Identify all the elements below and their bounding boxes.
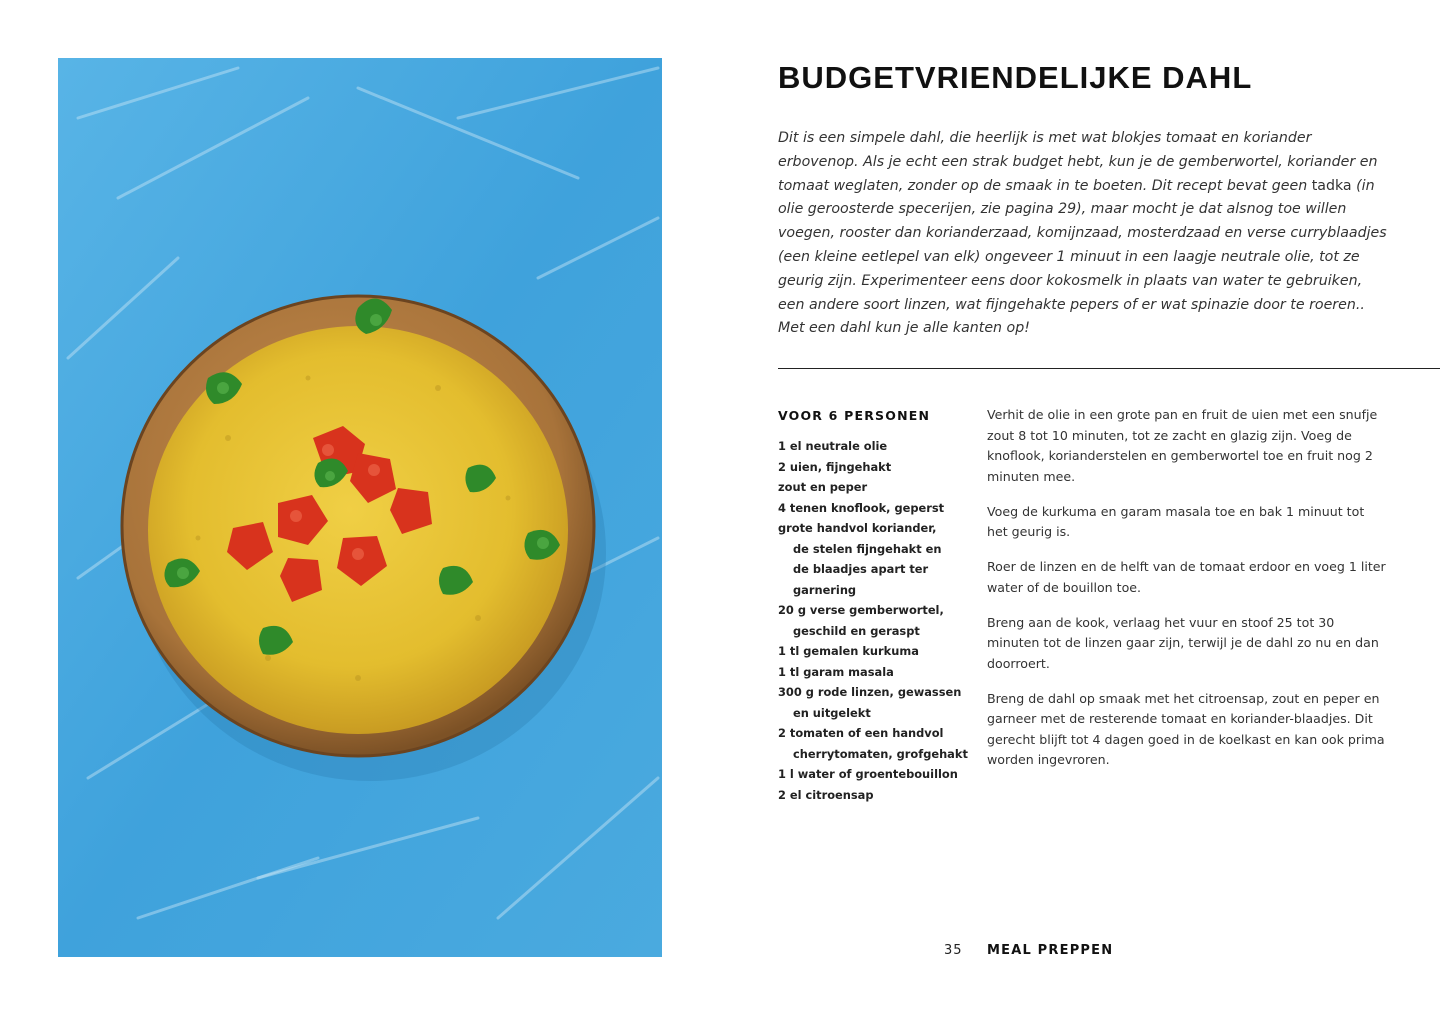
ingredient-line: de blaadjes apart ter [793, 562, 929, 576]
intro-term-tadka: tadka [1311, 177, 1352, 194]
ingredient-line: 1 el neutrale olie [778, 439, 888, 453]
ingredient-line: zout en peper [778, 480, 868, 494]
ingredient-line: 2 el citroensap [778, 787, 874, 802]
ingredient-line: 1 tl garam masala [778, 664, 894, 679]
ingredient-line: garnering [793, 582, 857, 597]
ingredient-line: en uitgelekt [793, 705, 871, 720]
ingredient-line: de stelen fijngehakt en [793, 541, 942, 556]
recipe-title: BUDGETVRIENDELIJKE DAHL [778, 60, 1253, 95]
ingredient-line: 1 l water of groentebouillon [778, 767, 958, 781]
ingredient-line: geschild en geraspt [793, 623, 920, 638]
ingredient-list [778, 436, 978, 805]
ingredient-line: 20 g verse gemberwortel, [778, 603, 944, 617]
method-steps [987, 405, 1387, 785]
intro-text-part2: (in olie geroosterde specerijen, zie pagina 29), maar mocht je dat alsnog toe willen voegen, rooster dan korianderzaad, komijnzaad, mosterdzaad en verse curryblaadjes (een kleine eetlepel van elk) ongeveer 1 minuut in een laagje neutrale olie, tot ze geurig zijn. Experimenteer eens door kokosmelk in plaats van water te gebruiken, een andere soort linzen, wat fijngehakte pepers of er wat spinazie door te roeren.. Met een dahl kun je alle kanten op! [778, 177, 1387, 337]
method-step: Breng aan de kook, verlaag het vuur en stoof 25 tot 30 minuten tot de linzen gaar zijn, terwijl je de dahl zo nu en dan doorroert. [987, 614, 1379, 671]
recipe-intro [778, 127, 1388, 341]
section-divider [778, 368, 1440, 369]
section-name: MEAL PREPPEN [987, 943, 1114, 958]
ingredient-line: grote handvol koriander, [778, 521, 937, 535]
ingredient-line: 4 tenen knoflook, geperst [778, 500, 945, 515]
ingredient-line: cherrytomaten, grofgehakt [793, 746, 968, 761]
servings-heading: VOOR 6 PERSONEN [778, 408, 931, 423]
page-number: 35 [944, 943, 963, 958]
ingredient-line: 1 tl gemalen kurkuma [778, 644, 919, 658]
method-step: Breng de dahl op smaak met het citroensap, zout en peper en garneer met de resterende tomaat en koriander-blaadjes. Dit gerecht blijft tot 4 dagen goed in de koelkast en kan ook prima worden ingevroren. [987, 690, 1385, 767]
dahl-bowl-photo [58, 58, 662, 957]
method-step: Roer de linzen en de helft van de tomaat erdoor en voeg 1 liter water of de bouillon toe. [987, 559, 1386, 595]
method-step: Verhit de olie in een grote pan en fruit de uien met een snufje zout 8 tot 10 minuten, tot ze zacht en glazig zijn. Voeg de knoflook, korianderstelen en gemberwortel toe en fruit nog 2 minuten mee. [987, 407, 1378, 484]
intro-text-part1: Dit is een simpele dahl, die heerlijk is met wat blokjes tomaat en koriander erbovenop. Als je echt een strak budget hebt, kun je de gemberwortel, koriander en tomaat weglaten, zonder op de smaak in te boeten. Dit recept bevat geen [778, 130, 1378, 194]
ingredient-line: 300 g rode linzen, gewassen [778, 685, 962, 699]
ingredient-line: 2 tomaten of een handvol [778, 726, 944, 740]
ingredient-line: 2 uien, fijngehakt [778, 459, 892, 474]
method-step: Voeg de kurkuma en garam masala toe en bak 1 minuut tot het geurig is. [987, 503, 1365, 539]
